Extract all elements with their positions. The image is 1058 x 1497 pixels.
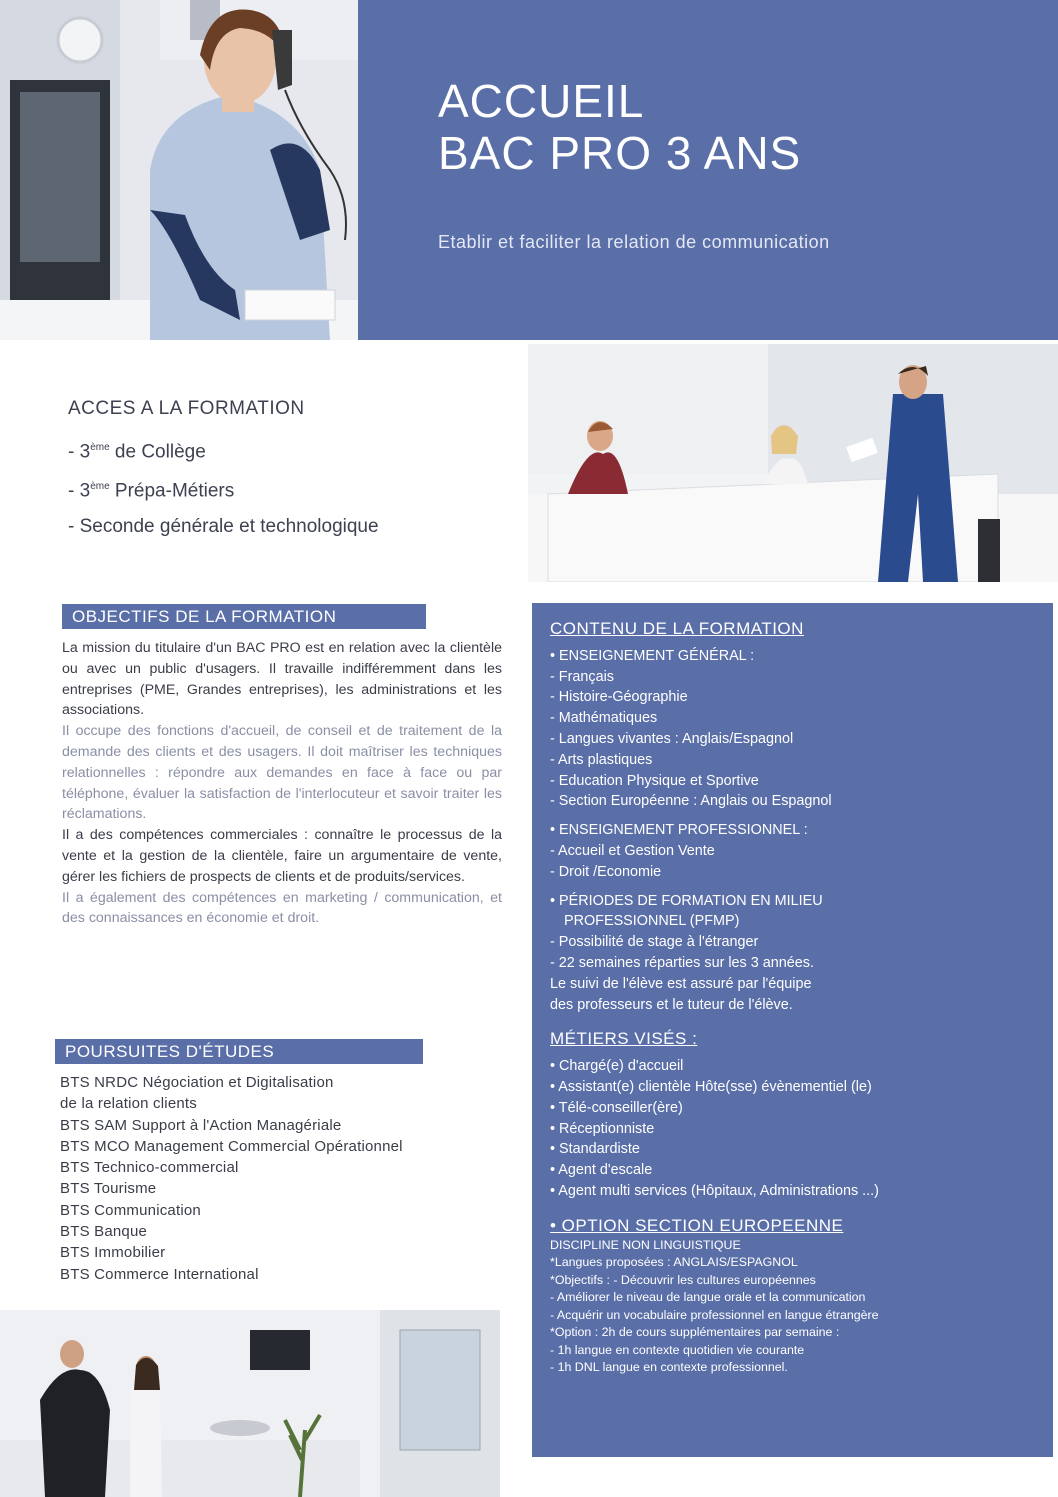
- poursuites-title: POURSUITES D'ÉTUDES: [55, 1039, 423, 1064]
- poursuite-item: BTS Banque: [60, 1223, 148, 1241]
- poursuite-item: BTS SAM Support à l'Action Managériale: [60, 1116, 342, 1134]
- option-line: - 1h DNL langue en contexte professionnel.: [550, 1360, 788, 1375]
- suivi-line: Le suivi de l'élève est assuré par l'équipe: [550, 975, 812, 992]
- general-item: - Section Européenne : Anglais ou Espagnol: [550, 793, 832, 810]
- header-banner: [358, 0, 1058, 340]
- option-line: - Améliorer le niveau de langue orale et la communication: [550, 1290, 866, 1305]
- option-line: *Option : 2h de cours supplémentaires par semaine :: [550, 1325, 840, 1340]
- contenu-title: CONTENU DE LA FORMATION: [550, 619, 804, 638]
- objectifs-paragraph: Il a également des compétences en marketing / communication, et des connaissances en économie et droit.: [62, 889, 502, 927]
- objectifs-text: [62, 638, 502, 929]
- poursuite-item: BTS Communication: [60, 1201, 201, 1219]
- acces-list: [68, 430, 498, 544]
- title-line-2: BAC PRO 3 ANS: [438, 127, 802, 179]
- acces-item: - Seconde générale et technologique: [68, 515, 379, 537]
- page-subtitle: Etablir et faciliter la relation de communication: [438, 232, 830, 252]
- option-line: *Langues proposées : ANGLAIS/ESPAGNOL: [550, 1255, 798, 1270]
- general-item: - Mathématiques: [550, 710, 658, 727]
- pro-item: - Accueil et Gestion Vente: [550, 842, 715, 859]
- pfmp-item: - Possibilité de stage à l'étranger: [550, 934, 759, 951]
- pfmp-title: • PÉRIODES DE FORMATION EN MILIEU: [550, 892, 823, 909]
- general-item: - Arts plastiques: [550, 751, 653, 768]
- suivi-line: des professeurs et le tuteur de l'élève.: [550, 996, 793, 1013]
- poursuite-item: BTS Technico-commercial: [60, 1159, 239, 1177]
- objectifs-title: OBJECTIFS DE LA FORMATION: [62, 604, 426, 629]
- pro-title: • ENSEIGNEMENT PROFESSIONNEL :: [550, 822, 808, 839]
- page-title: [438, 75, 801, 179]
- acces-section: [68, 398, 498, 544]
- enseignement-general: [550, 646, 1039, 812]
- objectifs-paragraph: Il a des compétences commerciales : connaître le processus de la vente et la gestion de la clientèle, faire un argumentaire de vente, gérer les fichiers de prospects de clients et de produits/services.: [62, 827, 502, 885]
- option-title: • OPTION SECTION EUROPEENNE: [550, 1215, 844, 1235]
- metier-item: • Chargé(e) d'accueil: [550, 1058, 684, 1075]
- poursuite-item: BTS Commerce International: [60, 1265, 259, 1283]
- option-line: DISCIPLINE NON LINGUISTIQUE: [550, 1237, 741, 1252]
- pfmp-item: - 22 semaines réparties sur les 3 années.: [550, 954, 814, 971]
- acces-title: ACCES A LA FORMATION: [68, 398, 305, 419]
- metier-item: • Agent multi services (Hôpitaux, Administrations ...): [550, 1182, 879, 1199]
- objectifs-paragraph: La mission du titulaire d'un BAC PRO est en relation avec la clientèle ou avec un public d'usagers. Il travaille indifféremment dans les entreprises (PME, Grandes entreprises), les administrations et les associations.: [62, 640, 502, 719]
- metier-item: • Agent d'escale: [550, 1162, 653, 1179]
- option-line: *Objectifs : - Découvrir les cultures européennes: [550, 1272, 816, 1287]
- option-block: [550, 1216, 1039, 1377]
- metier-item: • Assistant(e) clientèle Hôte(sse) évènementiel (le): [550, 1078, 872, 1095]
- title-line-1: ACCUEIL: [438, 75, 645, 127]
- poursuite-item: BTS NRDC Négociation et Digitalisation: [60, 1074, 334, 1091]
- objectifs-paragraph: Il occupe des fonctions d'accueil, de conseil et de traitement de la demande des clients et des usagers. Il doit maîtriser les techniques relationnelles : répondre aux demandes en face à face ou par téléphone, évaluer la satisfaction de l'interlocuteur et savoir traiter les réclamations.: [62, 723, 502, 823]
- metiers-block: [550, 1029, 1039, 1201]
- metiers-title: MÉTIERS VISÉS :: [550, 1029, 698, 1049]
- metier-item: • Télé-conseiller(ère): [550, 1099, 683, 1116]
- poursuite-item: BTS MCO Management Commercial Opérationnel: [60, 1137, 403, 1155]
- metier-item: • Réceptionniste: [550, 1120, 655, 1137]
- poursuites-list: [60, 1072, 510, 1285]
- right-panel: [532, 603, 1053, 1457]
- general-title: • ENSEIGNEMENT GÉNÉRAL :: [550, 647, 755, 664]
- acces-item: - 3ème Prépa-Métiers: [68, 480, 235, 502]
- option-line: - Acquérir un vocabulaire professionnel en langue étrangère: [550, 1307, 879, 1322]
- lobby-photo: [0, 1310, 500, 1497]
- pfmp-title-2: PROFESSIONNEL (PFMP): [564, 913, 740, 930]
- metier-item: • Standardiste: [550, 1141, 640, 1158]
- general-item: - Français: [550, 668, 614, 685]
- pfmp-block: [550, 891, 1039, 1016]
- poursuite-item: de la relation clients: [60, 1095, 197, 1113]
- enseignement-professionnel: [550, 820, 1039, 882]
- general-item: - Education Physique et Sportive: [550, 772, 759, 789]
- poursuite-item: BTS Immobilier: [60, 1244, 166, 1262]
- general-item: - Histoire-Géographie: [550, 689, 688, 706]
- general-item: - Langues vivantes : Anglais/Espagnol: [550, 730, 794, 747]
- pro-item: - Droit /Economie: [550, 863, 662, 880]
- acces-item: - 3ème de Collège: [68, 441, 206, 463]
- option-line: - 1h langue en contexte quotidien vie courante: [550, 1342, 805, 1357]
- reception-desk-photo: [528, 344, 1058, 582]
- poursuite-item: BTS Tourisme: [60, 1180, 157, 1198]
- receptionist-photo: [0, 0, 358, 340]
